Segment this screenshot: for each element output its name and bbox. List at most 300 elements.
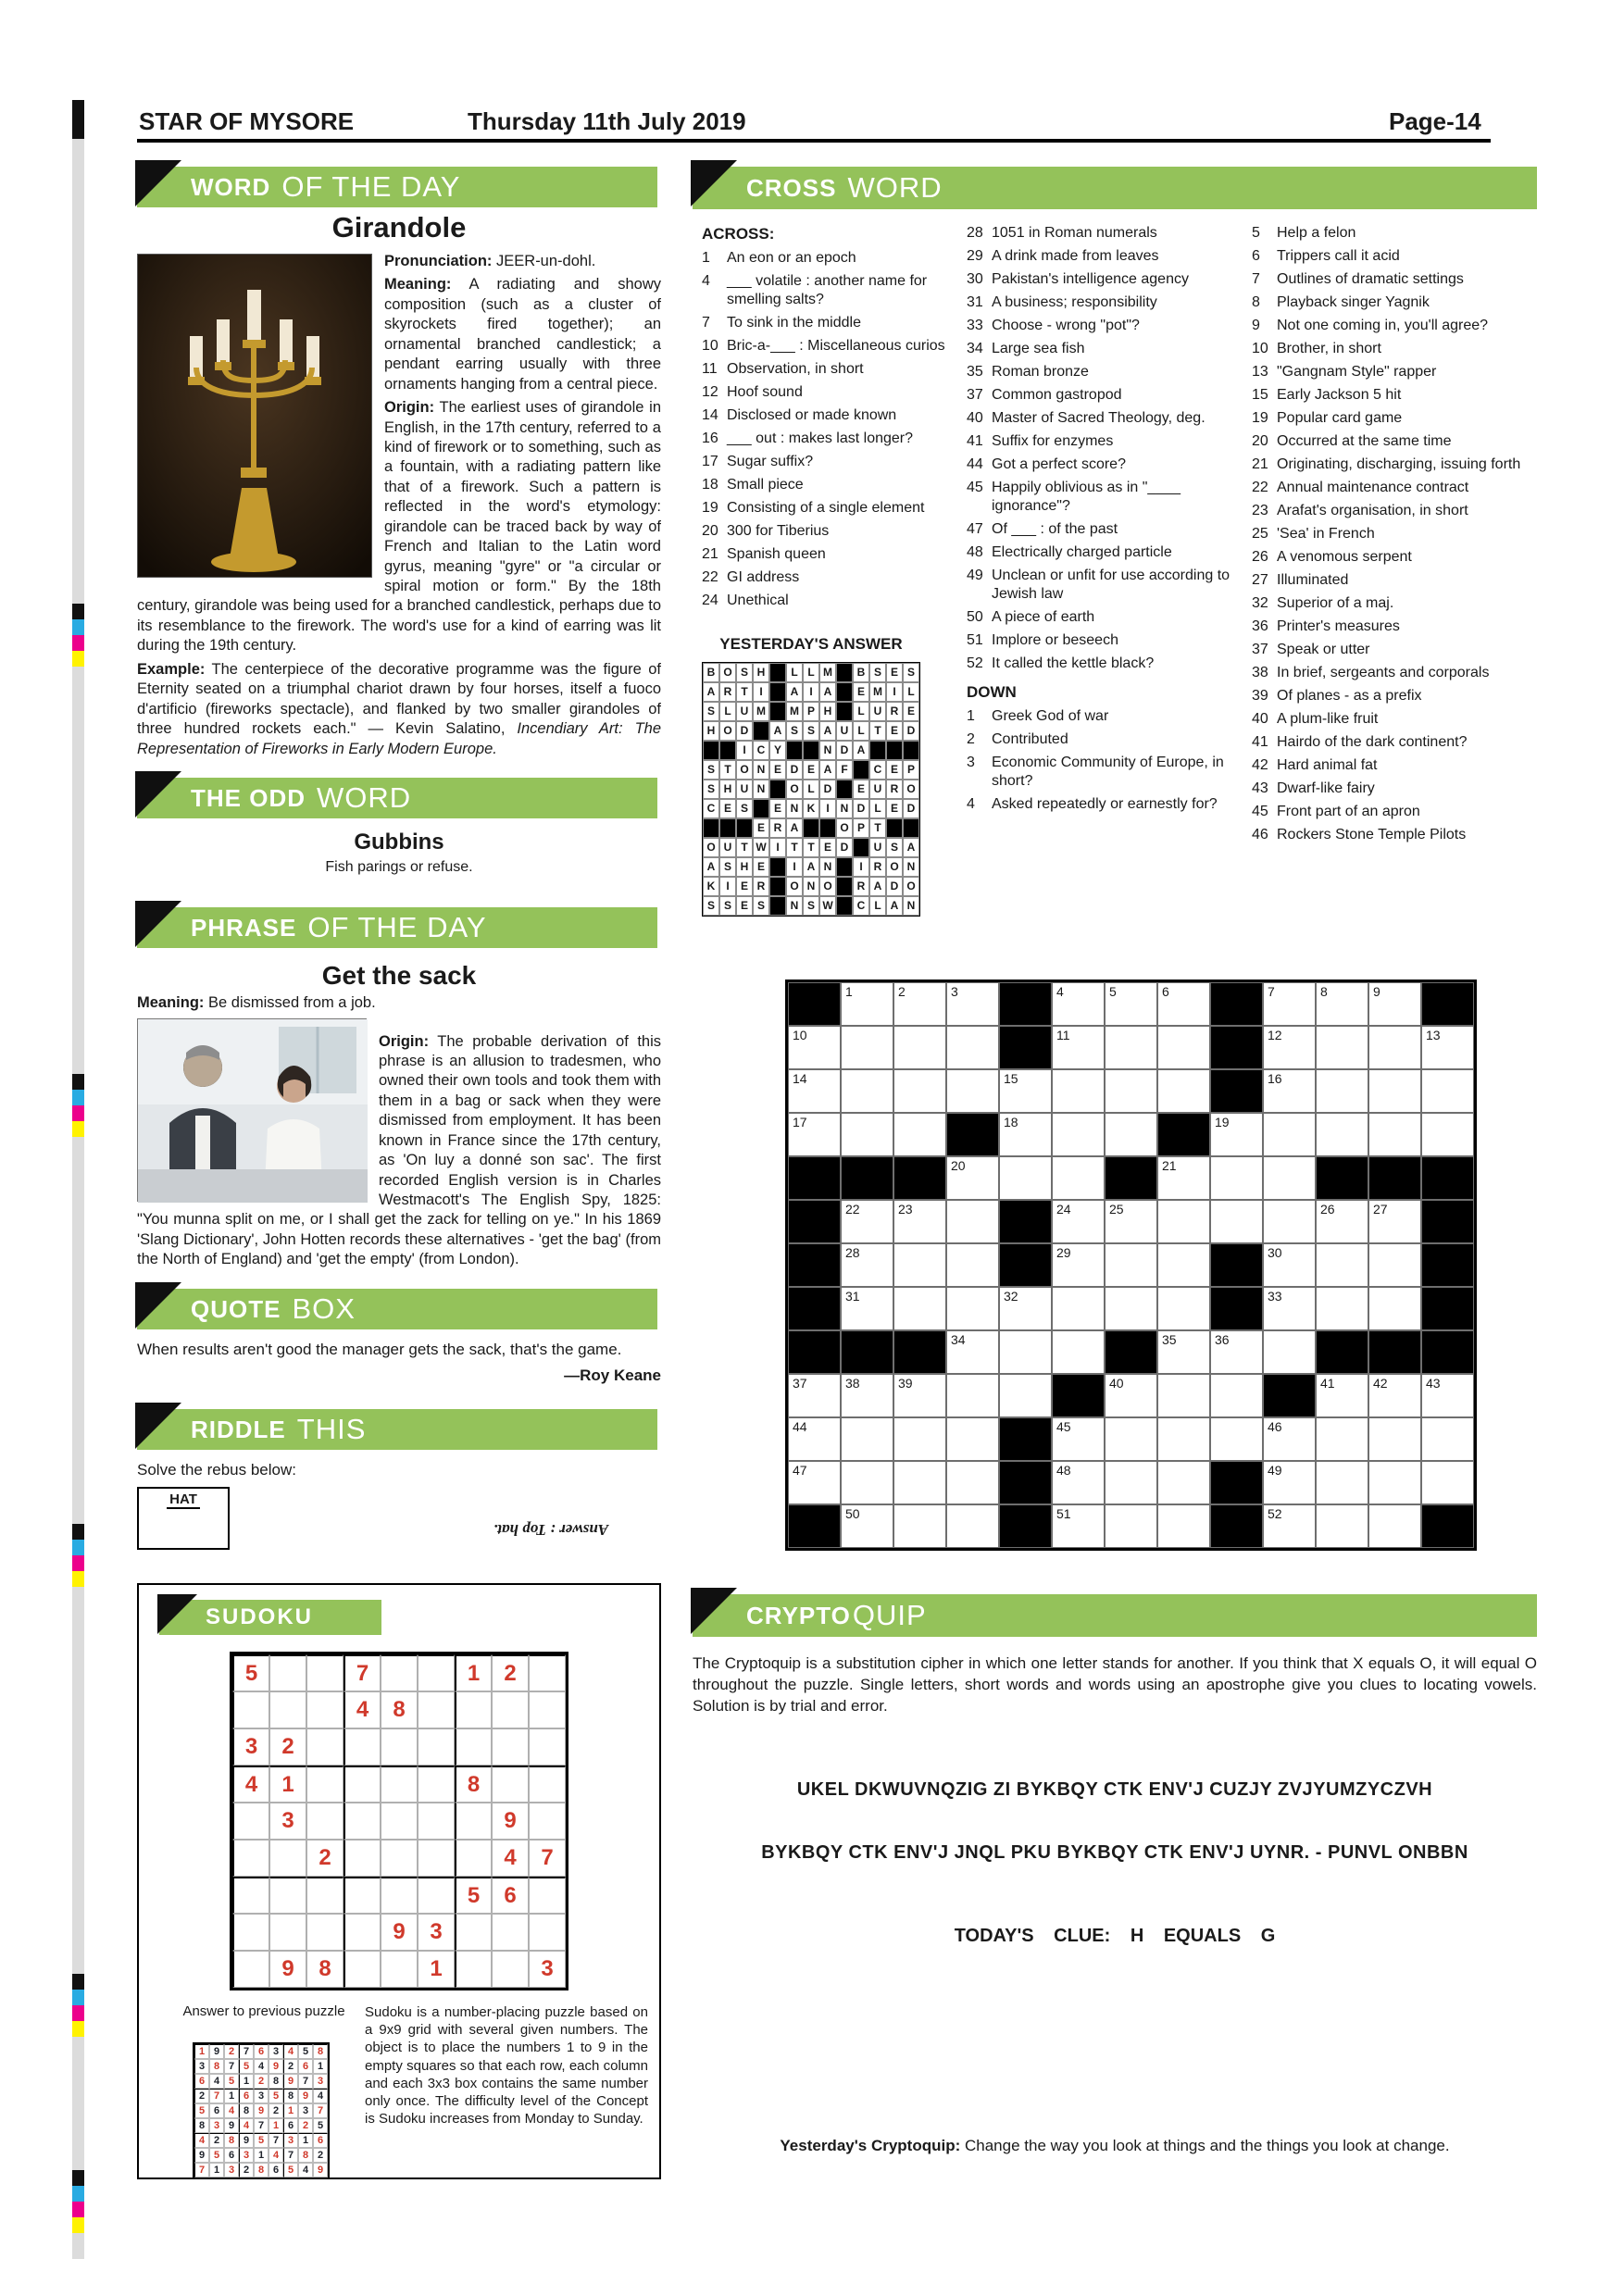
section-title-light: WORD: [847, 171, 943, 204]
office-dismissal-illustration: [138, 1019, 368, 1203]
crossword-cell: [999, 1113, 1052, 1156]
sudoku-cell: [381, 1877, 418, 1914]
sudoku-cell: 6: [298, 2059, 313, 2074]
section-title-bold: WORD: [191, 172, 271, 201]
answer-grid-cell: [769, 896, 786, 916]
crossword-cell: [1157, 1200, 1210, 1243]
answer-grid-cell: S: [719, 857, 736, 877]
clue-item: [702, 430, 954, 448]
answer-grid-cell: [853, 838, 869, 857]
crossword-cell-number: 10: [793, 1028, 807, 1042]
crossword-cell: [1105, 1417, 1157, 1461]
answer-grid-cell: O: [903, 780, 919, 799]
phrase-of-day-phrase: Get the sack: [321, 961, 477, 990]
word-of-day-body: [137, 252, 661, 776]
sudoku-cell: [529, 1803, 566, 1840]
sudoku-cell: [529, 1654, 566, 1691]
crossword-cell: [1263, 1200, 1316, 1243]
crossword-cell-number: 20: [951, 1158, 966, 1173]
answer-grid-cell: [836, 877, 853, 896]
phrase-body: [137, 1017, 661, 1283]
cryptoquip-cipher-line-1: UKEL DKWUVNQZIG ZI BYKBQY CTK ENV'J CUZJY ZVJYUMZYCZVH: [796, 1779, 1433, 1800]
clue-item: [967, 543, 1241, 562]
crossword-cell: [893, 1243, 946, 1287]
clue-text: Hard animal fat: [1277, 757, 1378, 773]
crossword-cell: [999, 1374, 1052, 1417]
clue-text: Large sea fish: [992, 341, 1085, 356]
crossword-cell-number: 35: [1162, 1332, 1177, 1347]
crossword-cell-number: 7: [1268, 984, 1275, 999]
sudoku-cell: 1: [283, 2103, 298, 2118]
answer-grid-cell: H: [719, 780, 736, 799]
crossword-cell: [841, 1417, 893, 1461]
sudoku-cell: [344, 1728, 381, 1766]
sudoku-cell: [232, 1877, 269, 1914]
crossword-cell: [1052, 1200, 1105, 1243]
answer-grid-cell: D: [886, 877, 903, 896]
clue-item: [967, 270, 1241, 289]
sudoku-cell: [455, 1803, 492, 1840]
clue-text: Asked repeatedly or earnestly for?: [992, 796, 1218, 813]
section-title-light: BOX: [292, 1292, 356, 1325]
crossword-cell-number: 51: [1056, 1506, 1071, 1521]
sudoku-cell: [381, 1654, 418, 1691]
clue-item: [1252, 618, 1533, 636]
clue-text: Common gastropod: [992, 387, 1122, 403]
quote-author: —Roy Keane: [564, 1366, 661, 1384]
sudoku-cell: 3: [254, 2089, 269, 2103]
crossword-cell: [946, 1113, 999, 1156]
across-label: ACROSS:: [702, 225, 775, 243]
clue-text: Electrically charged particle: [992, 544, 1172, 560]
sudoku-cell: [306, 1691, 344, 1728]
crossword-cell: [1421, 1504, 1474, 1548]
clue-item: [1252, 664, 1533, 682]
answer-grid-cell: S: [753, 896, 769, 916]
answer-grid-cell: D: [853, 799, 869, 818]
page-number: Page-14: [1389, 107, 1481, 135]
clue-text: An eon or an epoch: [727, 250, 856, 267]
clue-text: Of planes - as a prefix: [1277, 688, 1422, 704]
crossword-cell: [1210, 1069, 1263, 1113]
sudoku-cell: 6: [269, 2163, 283, 2177]
answer-grid-cell: [736, 818, 753, 838]
sudoku-cell: 3: [418, 1914, 455, 1951]
clue-item: [1252, 571, 1533, 590]
answer-grid-cell: S: [736, 663, 753, 682]
answer-grid-cell: E: [736, 896, 753, 916]
answer-grid-cell: [753, 721, 769, 741]
answer-grid-cell: R: [719, 682, 736, 702]
clue-number: 40: [1252, 711, 1268, 727]
answer-grid-cell: [853, 760, 869, 780]
sudoku-cell: [306, 1914, 344, 1951]
answer-grid-cell: L: [869, 896, 886, 916]
crossword-cell: [1052, 1026, 1105, 1069]
clue-text: Unclean or unfit for use according to Jewish law: [992, 568, 1230, 602]
clue-item: [702, 272, 954, 309]
clue-item: [702, 360, 954, 379]
crossword-cell-number: 24: [1056, 1202, 1071, 1217]
answer-grid-cell: [719, 818, 736, 838]
section-title-light: OF THE DAY: [281, 170, 461, 203]
answer-grid-cell: A: [903, 838, 919, 857]
crossword-cell-number: 16: [1268, 1071, 1282, 1086]
crossword-cell-number: 15: [1004, 1071, 1018, 1086]
crossword-cell: [788, 1243, 841, 1287]
sudoku-cell: 2: [306, 1840, 344, 1877]
phrase-meaning-line: [137, 994, 661, 1012]
clue-item: [702, 545, 954, 564]
sudoku-cell: [344, 1951, 381, 1988]
answer-grid-cell: E: [886, 721, 903, 741]
answer-grid-cell: R: [869, 857, 886, 877]
sudoku-answer-grid: [193, 2042, 330, 2179]
example-text: The centerpiece of the decorative programme was the figure of Eternity seated on a triumphal chariot drawn by four horses, itself a fuoco d'artificio (fireworks spectacle), and flanked by two smaller girandoles of three hundred rockets each." — Kevin Salatino,: [137, 660, 661, 738]
clue-number: 1: [967, 708, 975, 725]
riddle-answer-upside-down: Answer : Top hat.: [493, 1521, 609, 1539]
crossword-cell: [1421, 1069, 1474, 1113]
clue-number: 13: [1252, 364, 1268, 380]
crossword-cell: [841, 1461, 893, 1504]
answer-grid-cell: N: [753, 780, 769, 799]
answer-grid-cell: [719, 741, 736, 760]
clue-text: Illuminated: [1277, 572, 1349, 588]
answer-grid-cell: I: [719, 877, 736, 896]
answer-grid-cell: S: [886, 838, 903, 857]
crossword-cell: [788, 1069, 841, 1113]
sudoku-cell: [455, 1840, 492, 1877]
answer-grid-cell: E: [769, 760, 786, 780]
clue-item: [702, 476, 954, 494]
section-title-light: WORD: [317, 781, 412, 814]
quote-box-header: [137, 1289, 657, 1329]
answer-grid-cell: U: [736, 702, 753, 721]
answer-grid-cell: O: [703, 838, 719, 857]
sudoku-cell: 4: [492, 1840, 529, 1877]
clue-number: 4: [702, 273, 710, 290]
crossword-cell: [1263, 1504, 1316, 1548]
clue-text: In brief, sergeants and corporals: [1277, 665, 1490, 680]
sudoku-cell: [306, 1654, 344, 1691]
yesterday-answer-grid: [702, 662, 920, 917]
crossword-cell: [946, 1243, 999, 1287]
answer-grid-cell: A: [819, 721, 836, 741]
clue-item: [967, 730, 1241, 749]
sudoku-cell: [418, 1803, 455, 1840]
sudoku-cell: 5: [283, 2163, 298, 2177]
sudoku-cell: 4: [254, 2059, 269, 2074]
sudoku-cell: 7: [529, 1840, 566, 1877]
clue-text: Originating, discharging, issuing forth: [1277, 456, 1521, 472]
clue-item: [967, 409, 1241, 428]
answer-grid-cell: E: [886, 760, 903, 780]
phrase-meaning-text: Be dismissed from a job.: [208, 994, 376, 1011]
clue-number: 3: [967, 755, 975, 771]
word-of-day-word: Girandole: [331, 211, 467, 243]
sudoku-cell: 5: [209, 2148, 224, 2163]
clue-text: Early Jackson 5 hit: [1277, 387, 1402, 403]
sudoku-cell: 3: [209, 2118, 224, 2133]
clue-item: [702, 406, 954, 425]
pronunciation-text: JEER-un-dohl.: [496, 253, 596, 269]
clue-number: 10: [1252, 341, 1268, 356]
clue-number: 19: [702, 500, 718, 517]
answer-grid-cell: C: [703, 799, 719, 818]
crossword-cell: [1368, 1504, 1421, 1548]
sudoku-cell: 7: [269, 2133, 283, 2148]
clue-item: [1252, 502, 1533, 520]
answer-grid-cell: L: [869, 799, 886, 818]
crossword-cell-number: 37: [793, 1376, 807, 1391]
sudoku-cell: 2: [313, 2148, 328, 2163]
clue-text: Playback singer Yagnik: [1277, 294, 1430, 310]
sudoku-header: [159, 1600, 381, 1635]
crossword-cell-number: 44: [793, 1419, 807, 1434]
sudoku-cell: 8: [306, 1951, 344, 1988]
sudoku-cell: [344, 1766, 381, 1803]
sudoku-cell: [232, 1914, 269, 1951]
crossword-cell: [1368, 1156, 1421, 1200]
yesterday-answer-label: YESTERDAY'S ANSWER: [719, 635, 903, 654]
clue-number: 51: [967, 632, 983, 648]
sudoku-cell: 3: [239, 2148, 254, 2163]
answer-grid-cell: [819, 818, 836, 838]
crossword-cell-number: 48: [1056, 1463, 1071, 1478]
answer-grid-cell: H: [736, 857, 753, 877]
answer-grid-cell: S: [703, 896, 719, 916]
answer-grid-cell: E: [886, 663, 903, 682]
example-work-title: Incendiary Art: The Representation of Fireworks in Early Modern Europe.: [137, 720, 661, 757]
answer-grid-cell: L: [803, 780, 819, 799]
sudoku-cell: [269, 1654, 306, 1691]
clue-number: 33: [967, 318, 983, 333]
meaning-text: A radiating and showy composition (such as a cluster of skyrockets fired together); an ornamental branched candlestick; a pendant earring usually with three ornaments hanging from a central piece.: [384, 276, 661, 393]
sudoku-cell: 2: [254, 2074, 269, 2089]
sudoku-cell: [455, 1951, 492, 1988]
sudoku-cell: 9: [313, 2163, 328, 2177]
crossword-cell-number: 14: [793, 1071, 807, 1086]
section-title-light: OF THE DAY: [307, 911, 487, 943]
crossword-cell: [1052, 1374, 1105, 1417]
answer-grid-cell: S: [719, 896, 736, 916]
crossword-cell: [1210, 1026, 1263, 1069]
answer-grid-cell: I: [736, 741, 753, 760]
crossword-cell: [1421, 1374, 1474, 1417]
crossword-cell: [1105, 1113, 1157, 1156]
crossword-cell: [788, 1113, 841, 1156]
origin-label: Origin:: [384, 399, 435, 417]
crossword-cell: [1263, 1026, 1316, 1069]
answer-grid-cell: T: [869, 818, 886, 838]
phrase-meaning-label: Meaning:: [137, 994, 205, 1011]
answer-grid-cell: A: [853, 741, 869, 760]
crossword-cell: [946, 1374, 999, 1417]
answer-grid-cell: R: [753, 877, 769, 896]
clue-text: ___ out : makes last longer?: [727, 430, 914, 447]
clue-number: 21: [702, 546, 718, 563]
clue-text: Printer's measures: [1277, 618, 1400, 634]
clue-text: Arafat's organisation, in short: [1277, 503, 1468, 518]
sudoku-grid: [230, 1652, 568, 1990]
clue-item: [967, 386, 1241, 405]
clue-item: [1252, 386, 1533, 405]
answer-grid-cell: E: [736, 877, 753, 896]
crossword-cell: [1105, 1287, 1157, 1330]
answer-grid-cell: L: [853, 702, 869, 721]
crossword-cell: [841, 1069, 893, 1113]
answer-grid-cell: [836, 702, 853, 721]
crossword-cell: [893, 1113, 946, 1156]
clue-text: "Gangnam Style" rapper: [1277, 364, 1437, 380]
clue-text: Rockers Stone Temple Pilots: [1277, 827, 1467, 842]
crossword-cell: [1052, 1417, 1105, 1461]
answer-grid-cell: T: [869, 721, 886, 741]
crossword-cell: [1368, 1026, 1421, 1069]
sudoku-cell: [269, 1877, 306, 1914]
clue-text: Brother, in short: [1277, 341, 1381, 356]
sudoku-cell: 7: [209, 2089, 224, 2103]
crossword-cell: [1263, 1287, 1316, 1330]
crossword-cell: [946, 1330, 999, 1374]
crossword-cell-number: 21: [1162, 1158, 1177, 1173]
sudoku-cell: 6: [254, 2044, 269, 2059]
answer-grid-cell: I: [886, 682, 903, 702]
crossword-header: [693, 167, 1537, 209]
sudoku-cell: [455, 1691, 492, 1728]
section-title-light: THIS: [296, 1413, 367, 1445]
riddle-header: [137, 1409, 657, 1450]
clue-number: 21: [1252, 456, 1268, 472]
answer-grid-cell: C: [869, 760, 886, 780]
clue-number: 31: [967, 294, 983, 310]
answer-grid-cell: [703, 741, 719, 760]
clue-number: 52: [967, 655, 983, 671]
sudoku-cell: 6: [194, 2074, 209, 2089]
crossword-cell: [1316, 1156, 1368, 1200]
clue-item: [702, 249, 954, 268]
clue-number: 22: [702, 569, 718, 586]
clue-number: 29: [967, 248, 983, 264]
crossword-cell: [1421, 1287, 1474, 1330]
crossword-cell: [1368, 1243, 1421, 1287]
answer-grid-cell: E: [853, 780, 869, 799]
get-the-sack-photo: [137, 1018, 367, 1202]
sudoku-cell: [232, 1951, 269, 1988]
clue-text: 'Sea' in French: [1277, 526, 1375, 542]
answer-grid-cell: [769, 780, 786, 799]
crossword-cell: [1157, 1026, 1210, 1069]
answer-grid-cell: D: [836, 838, 853, 857]
clue-text: Speak or utter: [1277, 642, 1370, 657]
answer-grid-cell: E: [719, 799, 736, 818]
sudoku-cell: [529, 1766, 566, 1803]
odd-word-word: Gubbins: [354, 830, 444, 855]
clue-item: [1252, 548, 1533, 567]
answer-grid-cell: S: [703, 780, 719, 799]
issue-date: Thursday 11th July 2019: [468, 107, 746, 135]
crossword-cell-number: 2: [898, 984, 906, 999]
crossword-clues-column-1: [702, 224, 954, 917]
clue-text: Front part of an apron: [1277, 804, 1420, 819]
sudoku-cell: 8: [313, 2044, 328, 2059]
sudoku-cell: 1: [455, 1654, 492, 1691]
clue-number: 14: [702, 407, 718, 424]
answer-grid-cell: M: [753, 702, 769, 721]
origin-text: The earliest uses of girandole in English, in the 17th century, referred to a kind of firework or to something, such as a fountain, with a radiating pattern like that of a firework. Such a pattern is reflected in the word's etymology: girandole can be traced back by way of French and Italian to the Latin word gyrus, meaning "gyre" or "a circular or spiral motion or form." By the 18th century, girandole was being used for a branched candlestick, perhaps due to its resemblance to the firework. The word's use for a kind of earring was lit during the 19th century.: [137, 399, 661, 655]
odd-word-definition: Fish parings or refuse.: [325, 859, 473, 875]
clue-number: 40: [967, 410, 983, 426]
crossword-cell: [893, 1504, 946, 1548]
crossword-cell-number: 34: [951, 1332, 966, 1347]
answer-grid-cell: [836, 896, 853, 916]
answer-grid-cell: L: [803, 663, 819, 682]
clue-number: 44: [967, 456, 983, 472]
answer-grid-cell: D: [903, 799, 919, 818]
sudoku-cell: 3: [283, 2133, 298, 2148]
crossword-cell: [1052, 982, 1105, 1026]
clue-text: Unethical: [727, 593, 789, 609]
clue-item: [702, 592, 954, 610]
sudoku-cell: 5: [298, 2044, 313, 2059]
crossword-cell: [1263, 1156, 1316, 1200]
crossword-cell-number: 33: [1268, 1289, 1282, 1304]
clue-text: Help a felon: [1277, 225, 1356, 241]
clue-number: 20: [702, 523, 718, 540]
answer-grid-cell: S: [803, 721, 819, 741]
crossword-cell: [999, 1504, 1052, 1548]
crossword-cell: [1368, 1200, 1421, 1243]
header-rule: [137, 139, 1491, 143]
crossword-cell: [1210, 1461, 1263, 1504]
rebus-word: HAT: [167, 1491, 200, 1509]
crossword-cell: [893, 1374, 946, 1417]
clue-text: Greek God of war: [992, 708, 1109, 725]
answer-grid-cell: [786, 741, 803, 760]
crossword-cell-number: 47: [793, 1463, 807, 1478]
answer-grid-cell: E: [819, 838, 836, 857]
crossword-cell: [841, 1330, 893, 1374]
section-title-light: QUIP: [852, 1599, 927, 1631]
clue-item: [1252, 756, 1533, 775]
clue-item: [1252, 270, 1533, 289]
sudoku-cell: [306, 1803, 344, 1840]
clue-text: Occurred at the same time: [1277, 433, 1452, 449]
sudoku-cell: 9: [381, 1914, 418, 1951]
crossword-cell: [1368, 1113, 1421, 1156]
crossword-cell: [1105, 1374, 1157, 1417]
crossword-cell: [788, 1156, 841, 1200]
clue-number: 39: [1252, 688, 1268, 704]
clue-text: A plum-like fruit: [1277, 711, 1379, 727]
answer-grid-cell: C: [753, 741, 769, 760]
sudoku-cell: 6: [224, 2148, 239, 2163]
cryptoquip-yesterday-label: Yesterday's Cryptoquip:: [780, 2137, 961, 2154]
section-title-bold: CRYPTO: [746, 1601, 851, 1629]
clue-number: 41: [967, 433, 983, 449]
rebus-box: [137, 1487, 230, 1550]
clue-number: 45: [1252, 804, 1268, 819]
clue-number: 9: [1252, 318, 1260, 333]
answer-grid-cell: D: [819, 780, 836, 799]
crossword-cell-number: 42: [1373, 1376, 1388, 1391]
sudoku-cell: [492, 1728, 529, 1766]
section-title-bold: QUOTE: [191, 1294, 281, 1323]
corner-triangle-icon: [135, 771, 181, 817]
clue-item: [1252, 525, 1533, 543]
clue-number: 50: [967, 609, 983, 625]
answer-grid-cell: S: [903, 663, 919, 682]
